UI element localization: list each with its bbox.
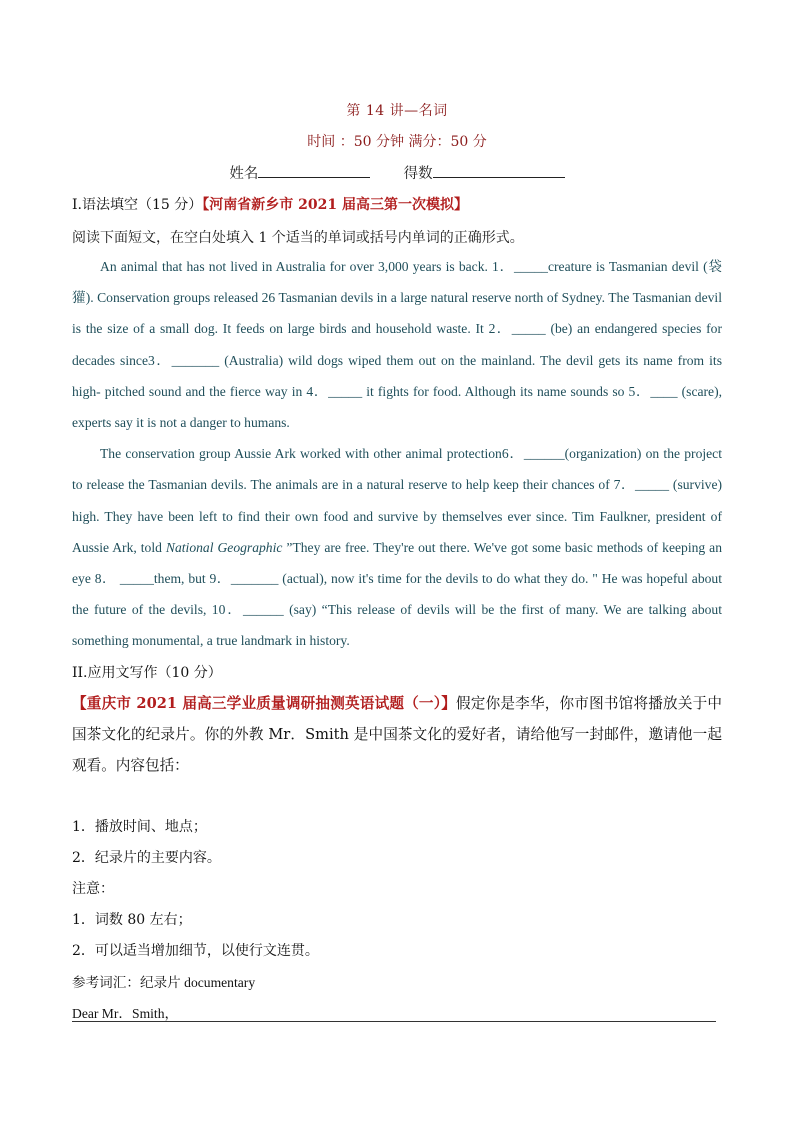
- note-label: 注意：: [72, 881, 114, 897]
- writing-line: [72, 1021, 716, 1022]
- cloze-passage: [72, 251, 722, 657]
- content-item-2: 2．纪录片的主要内容。: [72, 850, 221, 866]
- passage-paragraph-2: The conservation group Aussie Ark worked with other animal protection6．______(organization) on the project to release the Tasmanian devils. The animals are in a natural reserve to help keep their chances of 7．_____ (survive) high. They have been left to find their own food and survive by themselves ever since. Tim Faulkner, president of Aussie Ark, told National Geographic ”They are free. They're out there. We've got some basic methods of keeping an eye 8． _____them, but 9．_______ (actual), now it's time for the devils to do what they do. " He was hopeful about the future of the devils, 10．______ (say) “This release of devils will be the first of many. We are talking about something monumental, a true landmark in history.: [72, 446, 723, 649]
- writing-task: [72, 688, 722, 781]
- content-item-1: 1．播放时间、地点；: [72, 819, 207, 835]
- score-blank: [433, 163, 565, 178]
- name-blank: [258, 163, 370, 178]
- magazine-title: National Geographic: [165, 539, 283, 555]
- passage-paragraph-1: An animal that has not lived in Australia for over 3,000 years is back. 1．_____creature is Tasmanian devil (袋獾). Conservation groups released 26 Tasmanian devils in a large natural reserve north of Sydney. The Tasmanian devil is the size of a small dog. It feeds on large birds and household waste. It 2．_____ (be) an endangered species for decades since3．_______ (Australia) wild dogs wiped them out on the mainland. The devil gets its name from its high- pitched sound and the fierce way in 4．_____ it fights for food. Although its name sounds so 5．____ (scare), experts say it is not a danger to humans.: [72, 259, 722, 431]
- section1-instruction: 阅读下面短文，在空白处填入 1 个适当的单词或括号内单词的正确形式。: [72, 230, 524, 246]
- note-item-2: 2．可以适当增加细节，以使行文连贯。: [72, 943, 319, 959]
- name-label: 姓名: [229, 166, 259, 182]
- name-score-row: [0, 162, 794, 183]
- score-label: 得数: [403, 166, 433, 182]
- time-and-score: 时间 ：50 分钟 满分：50 分: [307, 134, 487, 150]
- section1-source: 【河南省新乡市 2021 届高三第一次模拟】: [202, 197, 468, 213]
- writing-prompt: 假定你是李华，你市图书馆将播放关于中国茶文化的纪录片。你的外教 Mr．Smith 是中国茶文化的爱好者，请给他写一封邮件，邀请他一起观看。内容包括：: [72, 695, 722, 774]
- section1-heading: [72, 195, 722, 215]
- lesson-title: 第 14 讲—名词: [346, 103, 448, 119]
- section2-title: II.应用文写作（10 分）: [72, 665, 222, 681]
- letter-greeting: Dear Mr．Smith，: [72, 1006, 179, 1021]
- section2-source: 【重庆市 2021 届高三学业质量调研抽测英语试题（一）】: [72, 695, 456, 712]
- section1-title: I.语法填空（15 分）: [72, 197, 203, 213]
- vocabulary-hint: 参考词汇：纪录片 documentary: [72, 975, 256, 990]
- note-item-1: 1．词数 80 左右；: [72, 912, 192, 928]
